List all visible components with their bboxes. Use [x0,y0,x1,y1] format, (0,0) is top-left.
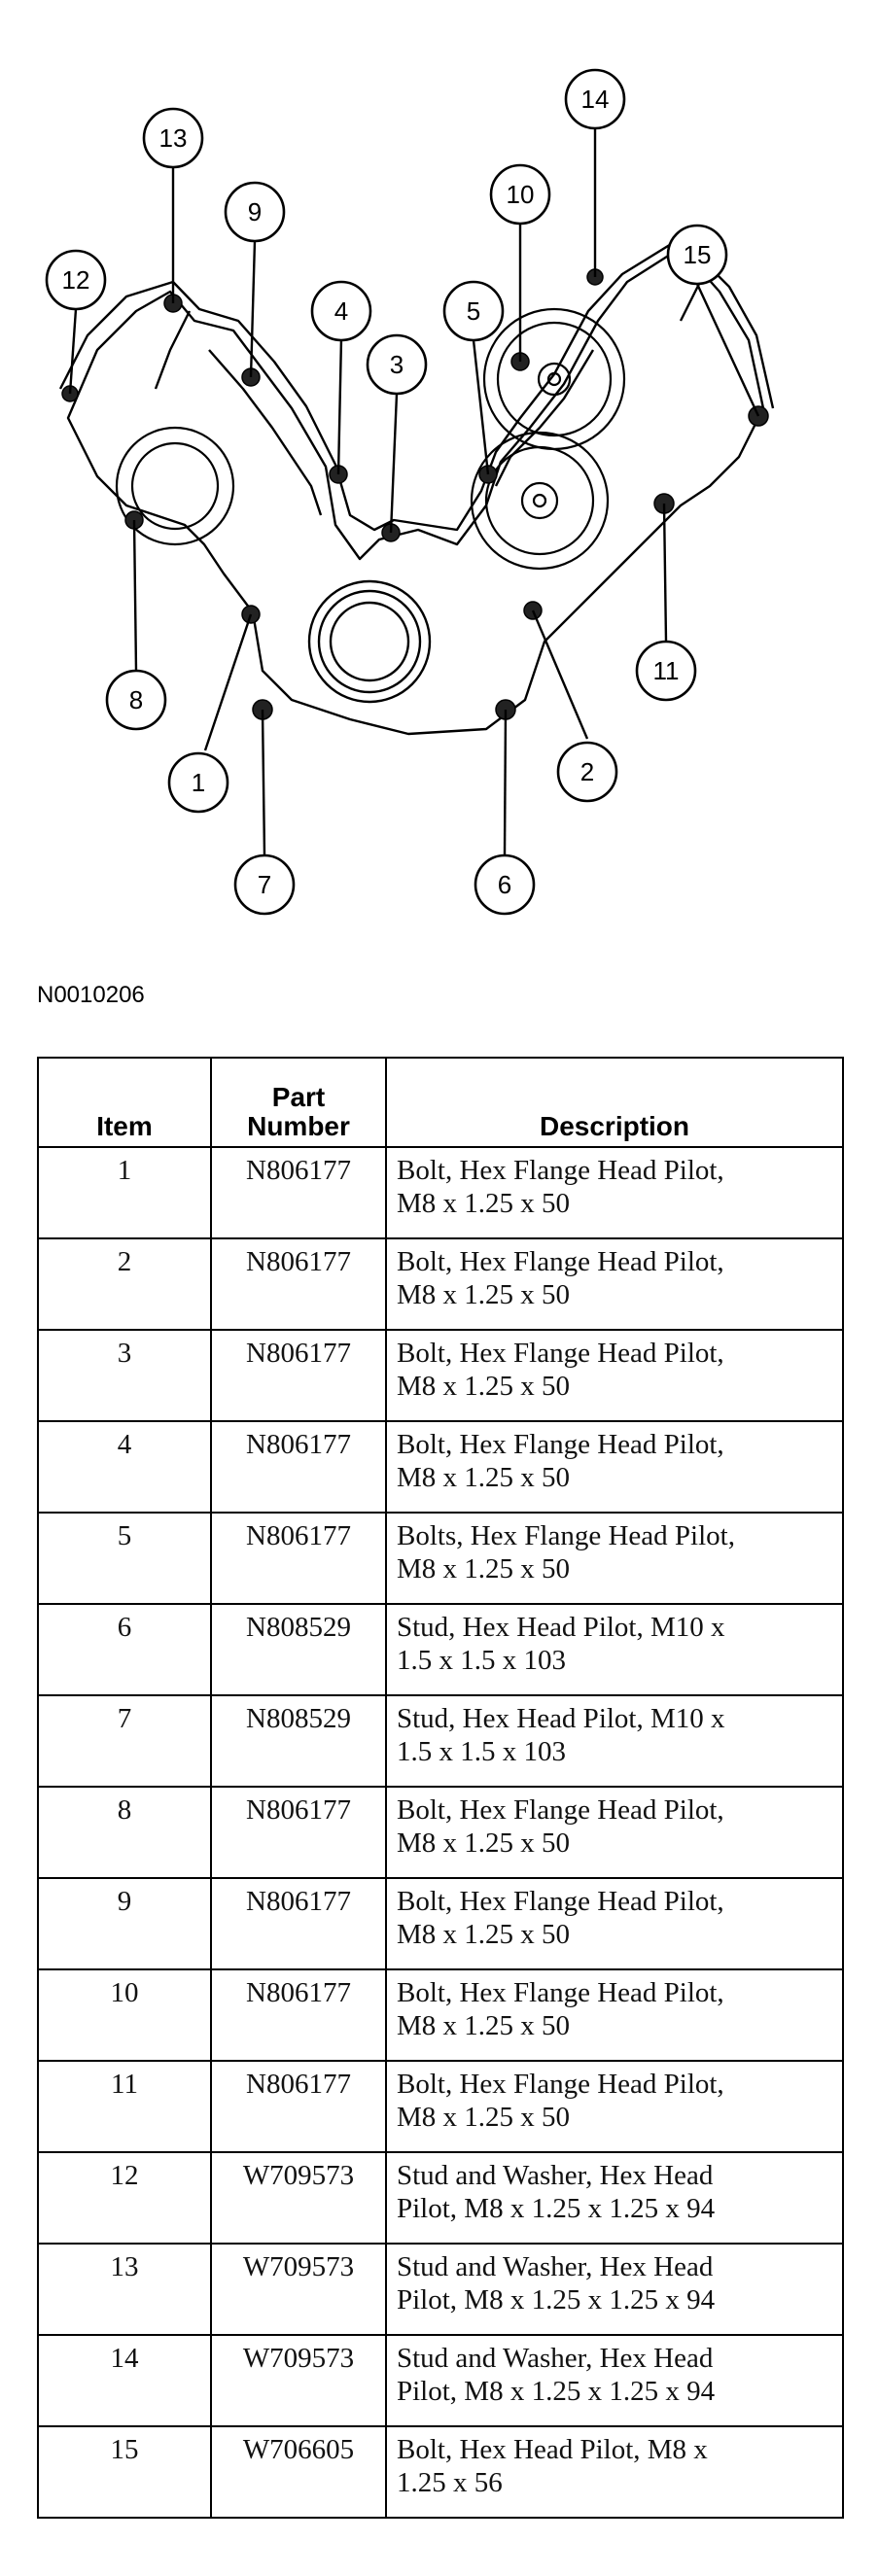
description-cell: Bolt, Hex Flange Head Pilot, M8 x 1.25 x 50 [386,1878,843,1969]
callout-14 [566,70,624,128]
item-cell: 10 [38,1969,211,2061]
item-cell: 2 [38,1238,211,1330]
item-cell: 12 [38,2152,211,2244]
callout-2-label: 2 [579,757,595,786]
description-cell: Bolt, Hex Flange Head Pilot, M8 x 1.25 x 50 [386,1421,843,1513]
item-cell: 11 [38,2061,211,2152]
callout-10-label: 10 [506,180,535,209]
table-row [38,2244,843,2335]
header-description: Description [386,1058,843,1147]
description-cell: Bolt, Hex Flange Head Pilot, M8 x 1.25 x 50 [386,1969,843,2061]
callout-11 [637,642,695,700]
leader-lines [70,128,758,855]
description-cell: Bolt, Hex Flange Head Pilot, M8 x 1.25 x 50 [386,1238,843,1330]
crankshaft-seal [309,581,430,702]
table-row [38,2426,843,2518]
part-number-cell: N806177 [211,1513,386,1604]
item-cell: 4 [38,1421,211,1513]
part-number-cell: W709573 [211,2152,386,2244]
callout-6 [475,855,534,914]
callout-1-label: 1 [191,768,206,797]
part-number-cell: W706605 [211,2426,386,2518]
table-row [38,1147,843,1238]
part-number-cell: N808529 [211,1695,386,1787]
callout-4 [312,282,370,340]
part-number-cell: N806177 [211,1238,386,1330]
part-number-cell: N806177 [211,1147,386,1238]
item-cell: 1 [38,1147,211,1238]
parts-table [37,1057,844,2519]
part-number-cell: N806177 [211,1969,386,2061]
part-number-cell: N806177 [211,1330,386,1421]
table-row [38,2152,843,2244]
callout-7 [235,855,294,914]
table-row [38,1695,843,1787]
front-cover-illustration [0,0,878,933]
part-number-cell: W709573 [211,2244,386,2335]
lower-pulley [472,433,608,569]
figure-id: N0010206 [37,982,145,1008]
item-cell: 8 [38,1787,211,1878]
part-number-cell: N806177 [211,1421,386,1513]
description-cell: Bolt, Hex Flange Head Pilot, M8 x 1.25 x 50 [386,1787,843,1878]
table-row [38,1330,843,1421]
callout-12-label: 12 [61,265,90,295]
item-cell: 15 [38,2426,211,2518]
callout-13 [144,109,202,167]
description-cell: Stud, Hex Head Pilot, M10 x 1.5 x 1.5 x 103 [386,1695,843,1787]
description-cell: Stud and Washer, Hex Head Pilot, M8 x 1.25 x 1.25 x 94 [386,2152,843,2244]
part-number-cell: N806177 [211,1787,386,1878]
item-cell: 3 [38,1330,211,1421]
table-row [38,2335,843,2426]
item-cell: 13 [38,2244,211,2335]
table-row [38,1604,843,1695]
callout-9-label: 9 [247,197,263,226]
callout-3-label: 3 [389,350,404,379]
callout-2 [558,743,616,801]
callout-5-label: 5 [466,296,481,326]
callout-12 [47,251,105,309]
item-cell: 9 [38,1878,211,1969]
callout-4-label: 4 [334,296,349,326]
description-cell: Bolt, Hex Flange Head Pilot, M8 x 1.25 x 50 [386,1147,843,1238]
upper-pulley [484,309,624,449]
table-row [38,1787,843,1878]
callout-3 [368,335,426,394]
table-row [38,1878,843,1969]
callout-11-label: 11 [652,656,680,685]
part-number-cell: N808529 [211,1604,386,1695]
item-cell: 7 [38,1695,211,1787]
callout-15 [668,226,726,284]
description-cell: Bolt, Hex Flange Head Pilot, M8 x 1.25 x 50 [386,1330,843,1421]
callout-9 [226,183,284,241]
callout-6-label: 6 [497,870,512,899]
item-cell: 5 [38,1513,211,1604]
part-number-cell: N806177 [211,1878,386,1969]
description-cell: Bolt, Hex Flange Head Pilot, M8 x 1.25 x 50 [386,2061,843,2152]
table-row [38,1513,843,1604]
callout-13-label: 13 [158,123,188,153]
description-cell: Stud and Washer, Hex Head Pilot, M8 x 1.25 x 1.25 x 94 [386,2335,843,2426]
header-part-number: Part Number [211,1058,386,1147]
item-cell: 14 [38,2335,211,2426]
description-cell: Bolts, Hex Flange Head Pilot, M8 x 1.25 x 50 [386,1513,843,1604]
header-item: Item [38,1058,211,1147]
callout-15-label: 15 [683,240,712,269]
table-row [38,1421,843,1513]
item-cell: 6 [38,1604,211,1695]
callout-7-label: 7 [257,870,272,899]
callout-8 [107,671,165,729]
table-header-row [38,1058,843,1147]
callout-14-label: 14 [580,85,610,114]
callout-8-label: 8 [128,685,144,714]
table-row [38,2061,843,2152]
table-row [38,1969,843,2061]
parts-table-body [38,1147,843,2518]
callout-10 [491,165,549,224]
part-number-cell: N806177 [211,2061,386,2152]
table-row [38,1238,843,1330]
part-number-cell: W709573 [211,2335,386,2426]
engine-front-cover-diagram [0,0,878,933]
callout-1 [169,753,228,812]
callout-5 [444,282,503,340]
description-cell: Stud and Washer, Hex Head Pilot, M8 x 1.25 x 1.25 x 94 [386,2244,843,2335]
description-cell: Stud, Hex Head Pilot, M10 x 1.5 x 1.5 x 103 [386,1604,843,1695]
description-cell: Bolt, Hex Head Pilot, M8 x 1.25 x 56 [386,2426,843,2518]
